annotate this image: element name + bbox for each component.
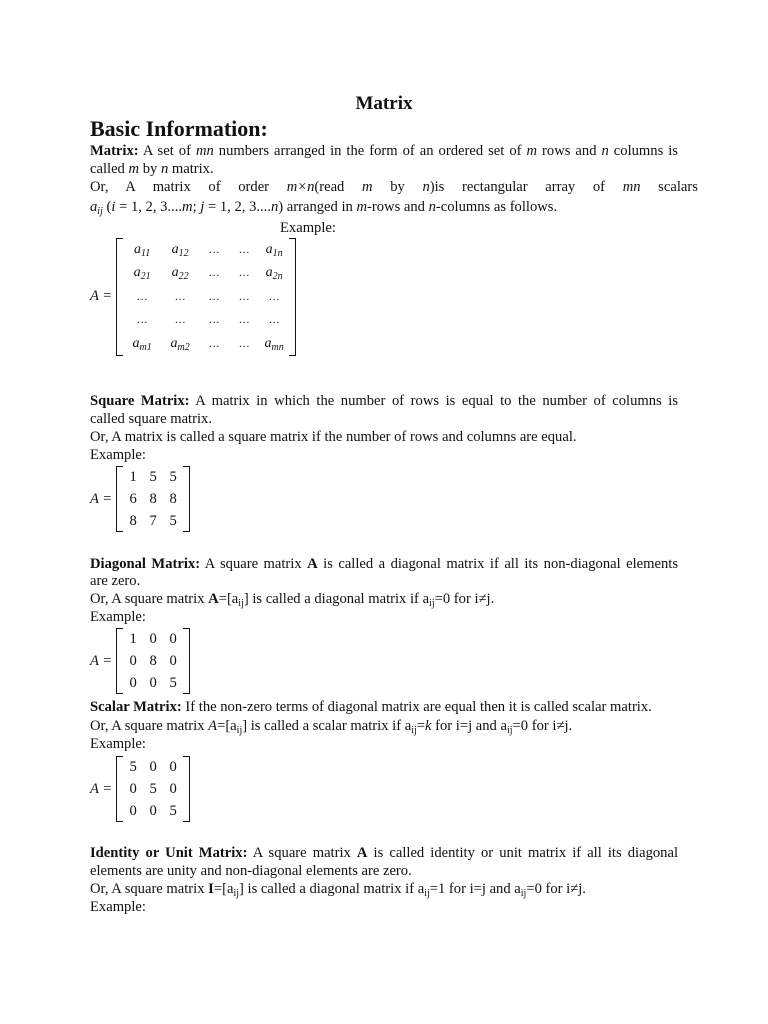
matrix-cell: $a_{12}$ — [171, 241, 189, 259]
matrix-cell: 0 — [169, 780, 177, 797]
matrix-cell: 5 — [169, 512, 177, 529]
square-line-1: Square Matrix: A matrix in which the number of rows is equal to the number of columns is — [90, 393, 679, 409]
matrix-cell: 0 — [149, 630, 157, 647]
matrix-cell: 0 — [149, 758, 157, 775]
matrix-cell: 5 — [169, 802, 177, 819]
matrix-cell: … — [174, 290, 186, 303]
square-line-3: Or, A matrix is called a square matrix if the number of rows and columns are equal. — [90, 429, 577, 445]
square-line-2: called square matrix. — [90, 411, 212, 427]
matrix-cell: 0 — [169, 630, 177, 647]
diagonal-line-2: are zero. — [90, 573, 141, 589]
matrix-cell: 1 — [129, 468, 137, 485]
matrix-cell: 0 — [129, 652, 137, 669]
matrix-cell: $a_{22}$ — [171, 265, 189, 283]
scalar-line-1: Scalar Matrix: If the non-zero terms of diagonal matrix are equal then it is called scalar matrix. — [90, 699, 652, 715]
matrix-cell: 0 — [169, 758, 177, 775]
matrix-cell: … — [238, 290, 250, 303]
matrix-cell: … — [268, 314, 280, 327]
matrix-cell: … — [174, 314, 186, 327]
matrix-cell: 0 — [149, 802, 157, 819]
matrix-cell: 8 — [129, 512, 137, 529]
matrix-cell: … — [208, 314, 220, 327]
matrix-cell: $a_{m1}$ — [132, 335, 152, 353]
example-label: Example: — [90, 899, 146, 915]
matrix-cell: 0 — [149, 674, 157, 691]
matrix-cell: 8 — [149, 490, 157, 507]
matrix-cell: … — [208, 243, 220, 256]
general-matrix: A = $a_{11}$ $a_{12}$ … … $a_{1n}$ $a_{21}$ $a_{22}$ … … $a_{2n}$ … … … … … … … … … … $a_{m1}$ $a_{m2}$ … … $a_{mn}$ — [90, 238, 296, 356]
diagonal-line-3: Or, A square matrix $A=[a_{ij}]$ is called a diagonal matrix if $a_{ij}=0$ for i≠j. — [90, 591, 495, 609]
scalar-matrix: A = 5 0 0 0 5 0 0 0 5 — [90, 756, 190, 822]
matrix-cell: … — [136, 290, 148, 303]
matrix-cell: 5 — [149, 780, 157, 797]
matrix-cell: … — [208, 337, 220, 350]
matrix-cell: … — [238, 314, 250, 327]
matrix-cell: 0 — [129, 674, 137, 691]
matrix-cell: 5 — [169, 674, 177, 691]
square-matrix: A = 1 5 5 6 8 8 8 7 5 — [90, 466, 190, 532]
matrix-cell: $a_{21}$ — [133, 265, 151, 283]
matrix-cell: $a_{m2}$ — [170, 335, 190, 353]
identity-line-3: Or, A square matrix $I=[a_{ij}]$ is called a diagonal matrix if $a_{ij}=1$ for i=j and $a_{ij}=0$ for i≠j. — [90, 881, 586, 899]
matrix-def-line-3: Or, A matrix of order m×n(read m by n)is rectangular array of mn scalars — [90, 179, 698, 195]
matrix-cell: … — [238, 267, 250, 280]
matrix-cell: … — [208, 290, 220, 303]
diagonal-matrix: A = 1 0 0 0 8 0 0 0 5 — [90, 628, 190, 694]
matrix-def-line-4: $a_{ij}$ (i = 1, 2, 3....m; j = 1, 2, 3....n) arranged in m-rows and n-columns as follows. — [90, 199, 558, 217]
matrix-cell: 0 — [169, 652, 177, 669]
scalar-line-2: Or, A square matrix $A=[a_{ij}]$ is called a scalar matrix if $a_{ij}=k$ for i=j and $a_{ij}=0$ for i≠j. — [90, 718, 573, 736]
matrix-cell: 8 — [149, 652, 157, 669]
identity-line-2: elements are unity and non-diagonal elements are zero. — [90, 863, 412, 879]
matrix-cell: … — [268, 290, 280, 303]
matrix-cell: 7 — [149, 512, 157, 529]
page-title: Matrix — [355, 93, 413, 114]
matrix-cell: 0 — [129, 802, 137, 819]
matrix-cell: 5 — [149, 468, 157, 485]
example-label: Example: — [90, 609, 146, 625]
example-label: Example: — [90, 736, 146, 752]
matrix-cell: $a_{mn}$ — [264, 335, 284, 353]
matrix-cell: … — [238, 243, 250, 256]
example-label: Example: — [90, 447, 146, 463]
example-label: Example: — [280, 220, 336, 236]
matrix-cell: … — [136, 314, 148, 327]
matrix-cell: $a_{1n}$ — [265, 241, 283, 259]
section-heading: Basic Information: — [90, 116, 268, 141]
matrix-cell: $a_{2n}$ — [265, 265, 283, 283]
matrix-def-line-1: Matrix: A set of mn numbers arranged in the form of an ordered set of m rows and n columns is — [90, 143, 678, 159]
matrix-cell: 5 — [129, 758, 137, 775]
matrix-cell: 6 — [129, 490, 137, 507]
matrix-cell: 5 — [169, 468, 177, 485]
identity-line-1: Identity or Unit Matrix: A square matrix A is called identity or unit matrix if all its diagonal — [90, 845, 679, 861]
matrix-cell: 1 — [129, 630, 137, 647]
matrix-cell: … — [208, 267, 220, 280]
matrix-def-line-2: called m by n matrix. — [90, 161, 214, 177]
matrix-cell: $a_{11}$ — [134, 241, 151, 259]
diagonal-line-1: Diagonal Matrix: A square matrix A is called a diagonal matrix if all its non-diagonal elements — [90, 556, 678, 572]
matrix-cell: 0 — [129, 780, 137, 797]
matrix-cell: 8 — [169, 490, 177, 507]
matrix-cell: … — [238, 337, 250, 350]
